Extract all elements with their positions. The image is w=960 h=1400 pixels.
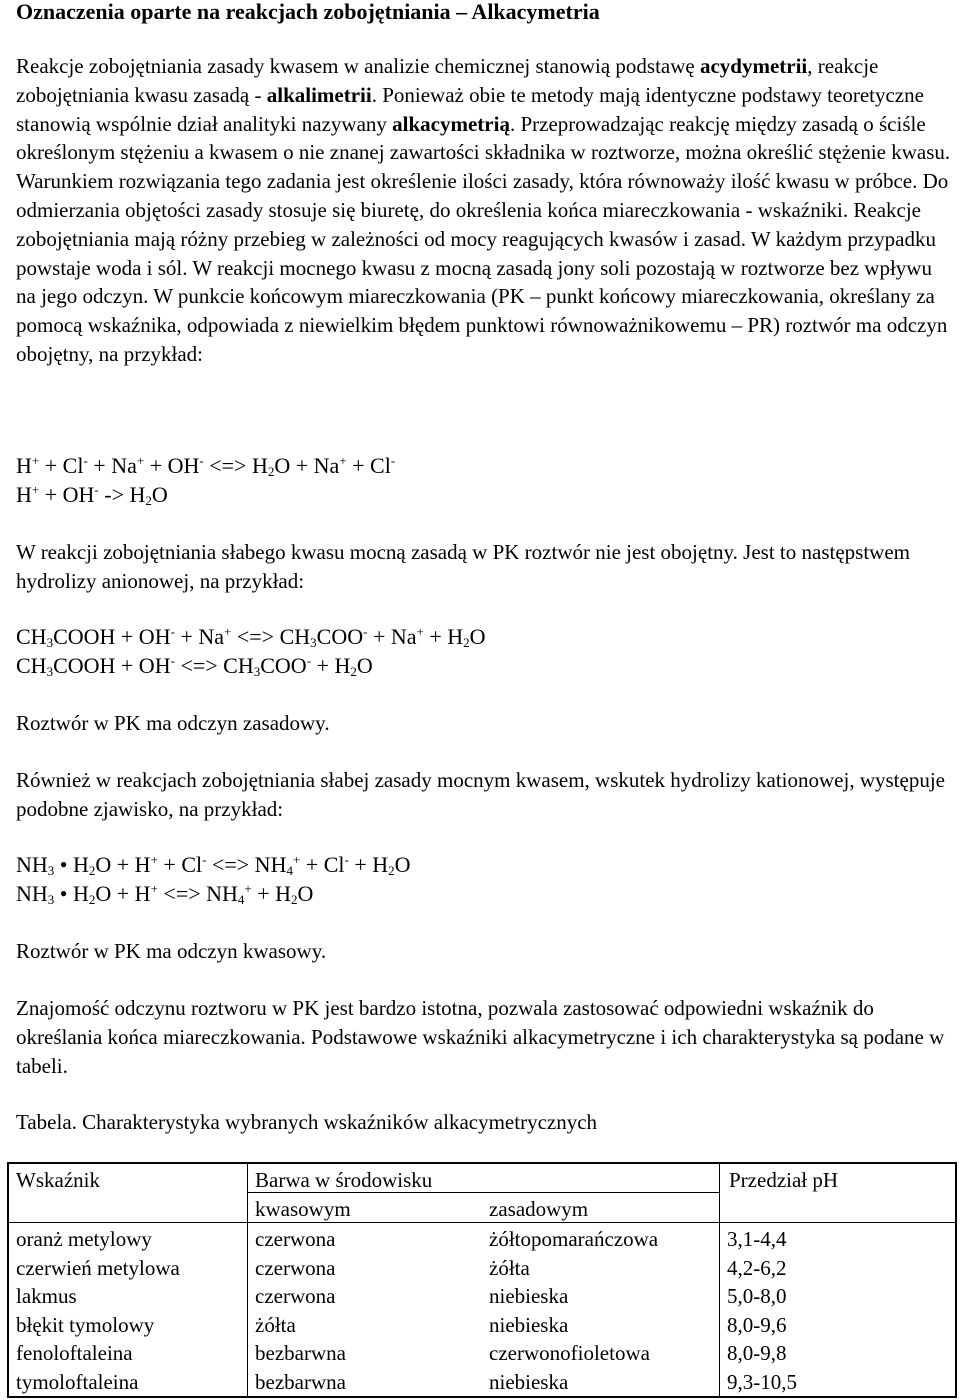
header-base: zasadowym (489, 1197, 589, 1221)
table-row-1-name: oranż metylowy (16, 1227, 152, 1251)
table-row-4-base: niebieska (489, 1313, 569, 1337)
indicator-paragraph: Znajomość odczynu roztworu w PK jest bardzo istotna, pozwala zastosować odpowiedni wskaźnik do określania końca miareczkowania. Podstawowe wskaźniki alkacymetryczne i ich charakterystyka są podane w tabeli. (16, 996, 945, 1078)
table-row-3-acid: czerwona (255, 1284, 336, 1308)
table-header-line (7, 1222, 957, 1223)
table-row-4-acid: żółta (255, 1313, 296, 1337)
equation-weak-base-ionic: $NH_3$ • $H_2O + H^+$ <=> $NH_4^+ + H_2O$ (16, 881, 314, 907)
table-row-5-range: 8,0-9,8 (727, 1341, 787, 1365)
table-row-3-base: niebieska (489, 1284, 569, 1308)
intro-text-2: , reakcje zobojętniania kwasu zasadą - (16, 54, 879, 107)
table-row-3-range: 5,0-8,0 (727, 1284, 787, 1308)
table-left-border (7, 1162, 9, 1398)
table-row-1-acid: czerwona (255, 1227, 336, 1251)
table-row-5-acid: bezbarwna (255, 1341, 346, 1365)
table-row-3-name: lakmus (16, 1284, 77, 1308)
table-row-5-name: fenoloftaleina (16, 1341, 133, 1365)
header-ph-range: Przedział pH (729, 1168, 839, 1192)
table-row-6-range: 9,3-10,5 (727, 1370, 797, 1394)
table-row-5-base: czerwonofioletowa (489, 1341, 650, 1365)
table-row-6-base: niebieska (489, 1370, 569, 1394)
acidic-result-text: Roztwór w PK ma odczyn kwasowy. (16, 939, 327, 963)
basic-result-text: Roztwór w PK ma odczyn zasadowy. (16, 711, 330, 735)
intro-paragraph (16, 52, 952, 369)
header-color: Barwa w środowisku (255, 1168, 433, 1192)
indicator-table (7, 1162, 957, 1398)
table-top-border (7, 1162, 957, 1164)
term-acydymetrii: acydymetrii (699, 54, 808, 78)
equation-strong-acid-full: H+ + Cl- + Na+ + OH- <=> $H_2O + Na^+ + Cl^-$ (16, 453, 396, 479)
table-row-1-base: żółtopomarańczowa (489, 1227, 659, 1251)
table-col-divider-2 (719, 1162, 720, 1398)
table-row-2-name: czerwień metylowa (16, 1256, 180, 1280)
table-row-1-range: 3,1-4,4 (727, 1227, 787, 1251)
weak-base-paragraph: Również w reakcjach zobojętniania słabej zasady mocnym kwasem, wskutek hydrolizy kationowej, występuje podobne zjawisko, na przykład: (16, 768, 945, 821)
term-alkalimetrii: alkalimetrii (266, 82, 372, 107)
weak-acid-paragraph: W reakcji zobojętniania słabego kwasu mocną zasadą w PK roztwór nie jest obojętny. Jest to następstwem hydrolizy anionowej, na przykład: (16, 540, 910, 593)
table-right-border (955, 1162, 957, 1398)
intro-text-4: . Przeprowadzając reakcję między zasadą o ściśle określonym stężeniu a kwasem o nie znanej zawartości składnika w roztworze, można określić stężenie kwasu. Warunkiem rozwiązania tego zadania jest określenie ilości zasady, która równoważy ilość kwasu w próbce. Do odmierzania objętości zasady stosuje się biuretę, do określenia końca miareczkowania - wskaźniki. Reakcje zobojętniania mają różny przebieg w zależności od mocy reagujących kwasów i zasad. W każdym przypadku powstaje woda i sól. W reakcji mocnego kwasu z mocną zasadą jony soli pozostają w roztworze bez wpływu na jego odczyn. W punkcie końcowym miareczkowania (PK – punkt końcowy miareczkowania, określany za pomocą wskaźnika, odpowiada z niewielkim błędem punktowi równoważnikowemu – PR) roztwór ma odczyn obojętny, na przykład: (16, 111, 951, 366)
table-caption: Tabela. Charakterystyka wybranych wskaźników alkacymetrycznych (16, 1110, 598, 1134)
table-col-divider-1 (247, 1162, 248, 1398)
equation-weak-acid-ionic: $CH_3COOH + OH^-$ <=> $CH_3COO^- + H_2O$ (16, 653, 373, 679)
table-row-2-base: żółta (489, 1256, 530, 1280)
equation-weak-base-full: $NH_3$ • $H_2O + H^+ + Cl^-$ <=> $NH_4^+ + Cl^- + H_2O$ (16, 852, 411, 878)
table-row-4-name: błękit tymolowy (16, 1313, 155, 1337)
table-row-4-range: 8,0-9,6 (727, 1313, 787, 1337)
equation-strong-acid-ionic: $H^+ + OH^- -> H_2O$ (16, 482, 168, 508)
header-acid: kwasowym (255, 1197, 351, 1221)
page-title: Oznaczenia oparte na reakcjach zobojętniania – Alkacymetria (16, 0, 600, 24)
intro-text-1: Reakcje zobojętniania zasady kwasem w analizie chemicznej stanowią podstawę (16, 54, 700, 78)
table-row-2-range: 4,2-6,2 (727, 1256, 787, 1280)
table-row-6-name: tymoloftaleina (16, 1370, 139, 1394)
intro-text-3: . Ponieważ obie te metody mają identyczne podstawy teoretyczne stanowią wspólnie dział analityki nazywany (16, 82, 924, 136)
term-alkacymetria: alkacymetrią (392, 111, 510, 136)
header-indicator: Wskaźnik (16, 1168, 100, 1192)
table-row-2-acid: czerwona (255, 1256, 336, 1280)
table-bottom-border (7, 1396, 957, 1398)
equation-weak-acid-full: $CH_3COOH + OH^- + Na^+$ <=> $CH_3COO^- + Na^+ + H_2O$ (16, 624, 486, 650)
table-row-6-acid: bezbarwna (255, 1370, 346, 1394)
